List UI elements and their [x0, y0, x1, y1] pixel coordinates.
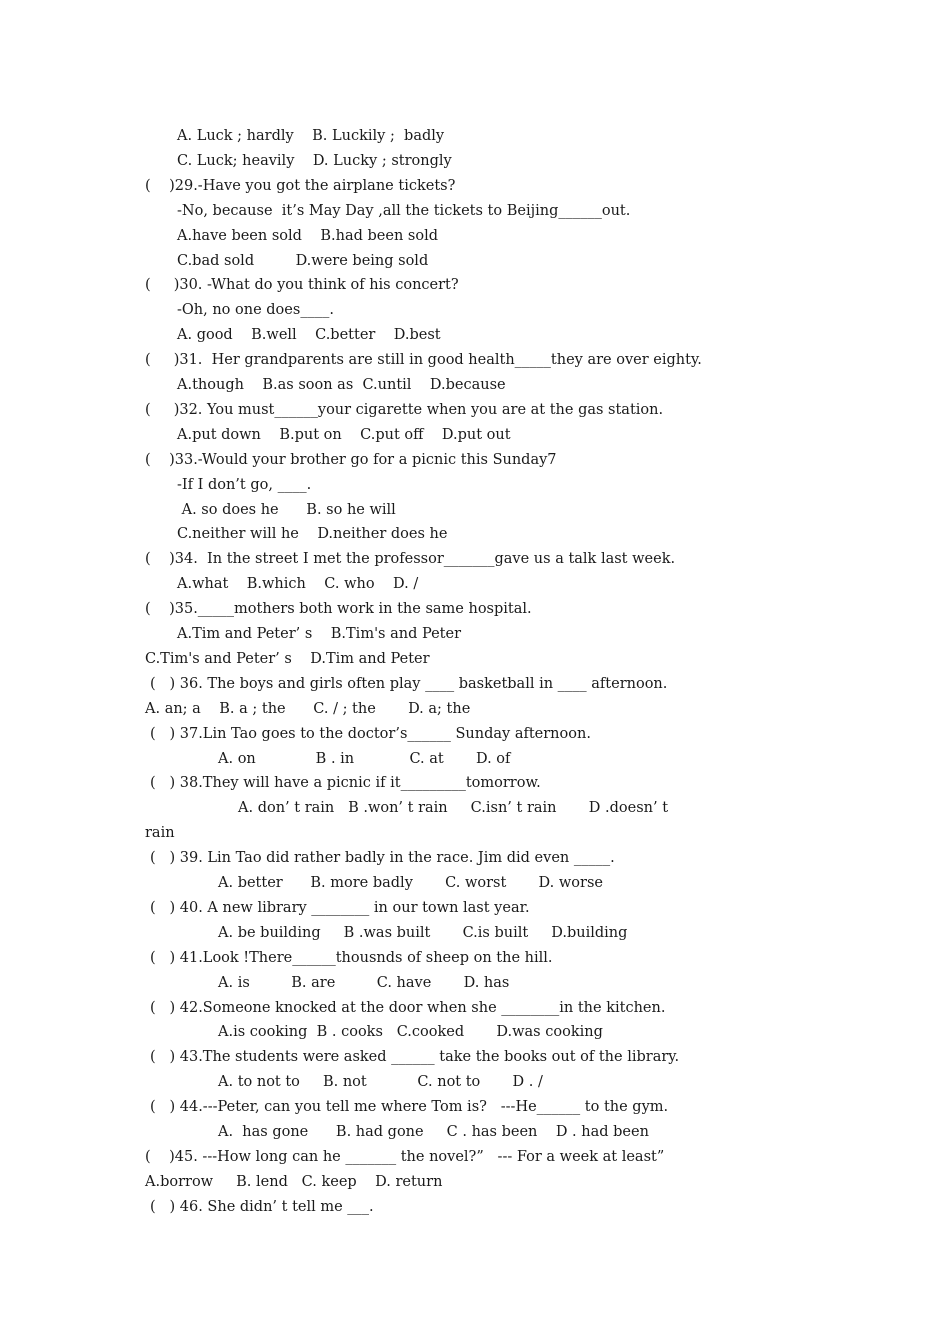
text-line: A. has gone B. had gone C . has been D . had been	[218, 1124, 649, 1140]
text-line: ( )31. Her grandparents are still in good health_____they are over eighty.	[145, 352, 702, 369]
text-line: A. Luck ; hardly B. Luckily ; badly	[177, 128, 445, 144]
text-line: ( ) 36. The boys and girls often play ____ basketball in ____ afternoon.	[150, 675, 668, 692]
text-line: ( )34. In the street I met the professor_______gave us a talk last week.	[145, 551, 676, 568]
text-line: A.though B.as soon as C.until D.because	[177, 377, 506, 393]
text-line: ( )35._____mothers both work in the same hospital.	[145, 601, 532, 618]
text-line: ( )29.-Have you got the airplane tickets?	[145, 177, 456, 194]
text-line: ( ) 46. She didn’ t tell me ___.	[150, 1198, 374, 1215]
text-line: A. an; a B. a ; the C. / ; the D. a; the	[145, 700, 471, 717]
text-line: A. so does he B. so he will	[177, 501, 396, 518]
text-line: rain	[145, 825, 175, 842]
text-line: ( ) 38.They will have a picnic if it_________tomorrow.	[150, 775, 541, 792]
text-line: ( )45. ---How long can he _______ the novel?” --- For a week at least”	[145, 1148, 665, 1165]
text-line: C. Luck; heavily D. Lucky ; strongly	[177, 152, 452, 169]
text-line: A.have been sold B.had been sold	[177, 227, 438, 244]
text-line: ( ) 44.---Peter, can you tell me where Tom is? ---He______ to the gym.	[150, 1099, 669, 1116]
text-line: A. to not to B. not C. not to D . /	[218, 1074, 543, 1091]
text-line: ( ) 37.Lin Tao goes to the doctor’s______ Sunday afternoon.	[150, 725, 591, 742]
text-line: A.borrow B. lend C. keep D. return	[145, 1173, 443, 1190]
text-line: A. is B. are C. have D. has	[218, 974, 510, 991]
text-line: ( )32. You must______your cigarette when you are at the gas station.	[145, 401, 664, 418]
text-line: ( )30. -What do you think of his concert?	[145, 277, 459, 294]
text-line: A.is cooking B . cooks C.cooked D.was cooking	[218, 1024, 603, 1041]
text-line: A. be building B .was built C.is built D.building	[218, 924, 628, 941]
text-line: C.bad sold D.were being sold	[177, 252, 429, 269]
text-line: A.put down B.put on C.put off D.put out	[177, 426, 511, 443]
text-line: -Oh, no one does____.	[177, 302, 334, 319]
text-line: ( ) 40. A new library ________ in our town last year.	[150, 899, 530, 916]
text-line: ( ) 43.The students were asked ______ take the books out of the library.	[150, 1049, 680, 1066]
text-line: C.neither will he D.neither does he	[177, 526, 448, 543]
text-line: A.Tim and Peter’ s B.Tim's and Peter	[177, 626, 462, 642]
text-line: A. on B . in C. at D. of	[218, 750, 511, 767]
text-line: -If I don’t go, ____.	[177, 476, 312, 493]
text-line: -No, because it’s May Day ,all the tickets to Beijing______out.	[177, 202, 631, 219]
text-line: A. good B.well C.better D.best	[177, 327, 441, 344]
text-line: ( ) 41.Look !There______thousnds of sheep on the hill.	[150, 949, 553, 966]
text-line: ( ) 39. Lin Tao did rather badly in the race. Jim did even _____.	[150, 850, 615, 867]
text-line: A.what B.which C. who D. /	[177, 576, 419, 593]
text-line: C.Tim's and Peter’ s D.Tim and Peter	[145, 650, 430, 667]
text-line: A. don’ t rain B .won’ t rain C.isn’ t rain D .doesn’ t	[238, 800, 669, 817]
text-line: A. better B. more badly C. worst D. worse	[218, 875, 603, 891]
text-line: ( ) 42.Someone knocked at the door when she ________in the kitchen.	[150, 999, 666, 1016]
text-line: ( )33.-Would your brother go for a picnic this Sunday7	[145, 451, 557, 468]
